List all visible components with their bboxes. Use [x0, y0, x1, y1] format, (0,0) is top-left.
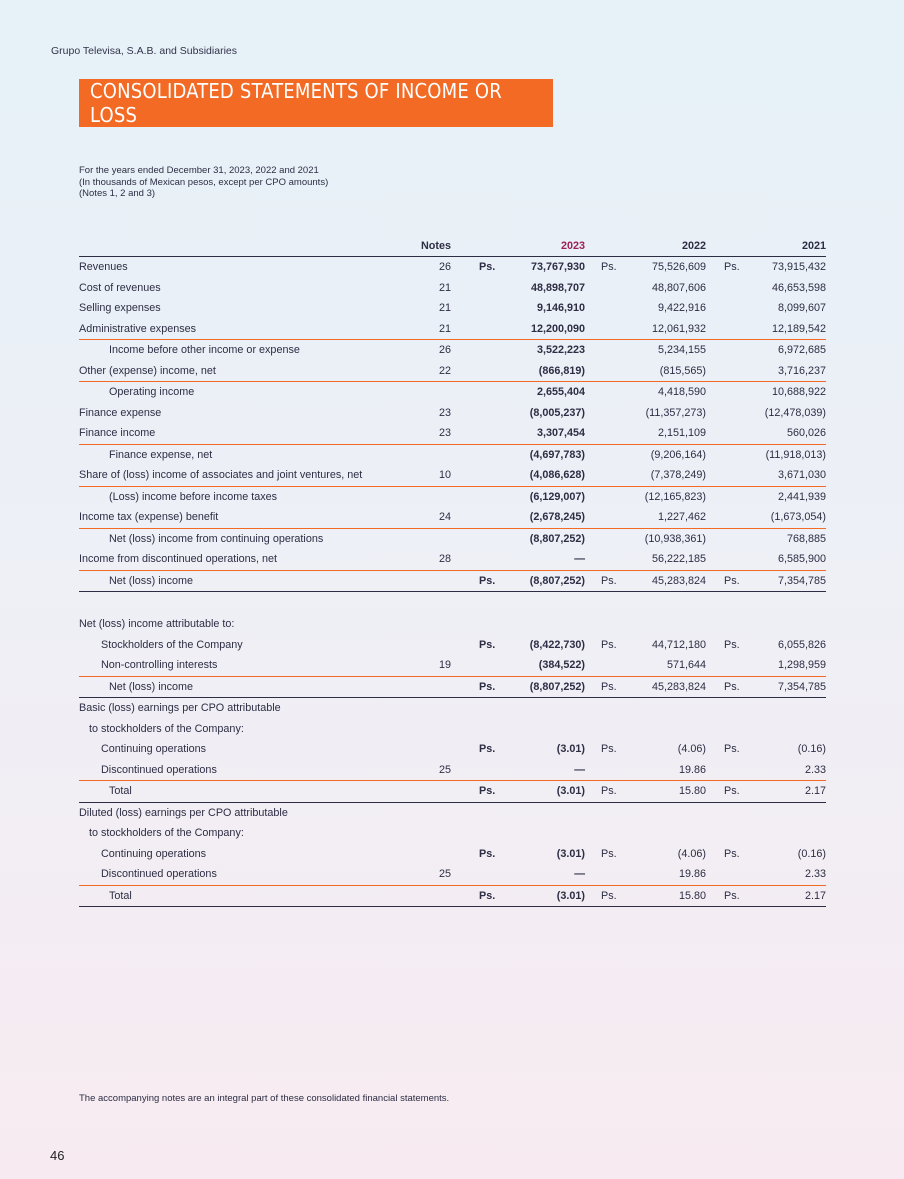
value-2021: 2,441,939: [777, 490, 826, 503]
value-2023: 73,767,930: [530, 261, 585, 273]
currency-2022: Ps.: [601, 638, 617, 651]
value-2022: 12,061,932: [651, 322, 706, 335]
row-label: Basic (loss) earnings per CPO attributable: [79, 702, 281, 714]
row-note: 10: [438, 469, 451, 481]
currency-2021: Ps.: [724, 889, 740, 902]
value-2022: 45,283,824: [651, 680, 706, 693]
income-statement-table: [79, 238, 826, 907]
currency-2023: Ps.: [479, 574, 496, 587]
value-2022: 5,234,155: [657, 344, 706, 356]
row-note: 21: [438, 302, 451, 314]
value-2022: (7,378,249): [650, 469, 706, 481]
table-row: [79, 403, 826, 424]
value-2021: 6,585,900: [777, 553, 826, 565]
value-2021: (1,673,054): [770, 511, 826, 523]
value-2021: 10,688,922: [771, 386, 826, 398]
value-2023: (8,422,730): [529, 638, 585, 651]
row-label: Net (loss) income from continuing operations: [109, 532, 324, 545]
currency-2022: Ps.: [601, 261, 617, 273]
row-label: Net (loss) income: [109, 574, 193, 587]
currency-2023: Ps.: [479, 847, 496, 860]
currency-2022: Ps.: [601, 847, 617, 860]
currency-2021: Ps.: [724, 847, 740, 860]
value-2021: 3,716,237: [777, 364, 826, 377]
page-title: CONSOLIDATED STATEMENTS OF INCOME OR LOSS: [90, 79, 502, 127]
row-label: Total: [109, 889, 132, 902]
table-row: [79, 507, 826, 529]
row-note: 19: [438, 659, 451, 671]
value-2023: (3.01): [556, 743, 585, 755]
row-note: 28: [438, 553, 451, 565]
table-row: [79, 677, 826, 699]
row-label: Net (loss) income attributable to:: [79, 618, 235, 630]
header-2022: 2022: [681, 240, 706, 252]
value-2022: 44,712,180: [651, 638, 706, 651]
value-2022: 75,526,609: [651, 261, 706, 273]
page-number: 46: [50, 1148, 65, 1163]
value-2021: 2.17: [804, 785, 826, 797]
row-note: 21: [438, 281, 451, 294]
table-row: [79, 423, 826, 445]
value-2021: (12,478,039): [764, 406, 826, 419]
value-2021: (0.16): [797, 743, 826, 755]
header-notes: Notes: [421, 240, 451, 252]
table-row: [79, 655, 826, 677]
value-2021: 7,354,785: [777, 574, 826, 587]
currency-2021: Ps.: [724, 743, 740, 755]
row-note: 23: [438, 406, 451, 419]
row-label: Discontinued operations: [101, 763, 217, 776]
table-header: [79, 238, 826, 257]
row-label: Share of (loss) income of associates and joint ventures, net: [79, 469, 363, 481]
row-label: Continuing operations: [101, 743, 207, 755]
value-2021: 2.17: [804, 889, 826, 902]
table-row: [79, 823, 826, 844]
row-label: Selling expenses: [79, 302, 161, 314]
row-note: 24: [438, 511, 451, 523]
value-2023: (2,678,245): [529, 511, 585, 523]
value-2022: (4.06): [677, 743, 706, 755]
header-2021: 2021: [801, 240, 826, 252]
row-label: Continuing operations: [101, 847, 207, 860]
row-label: (Loss) income before income taxes: [109, 490, 278, 503]
value-2023: (3.01): [556, 785, 585, 797]
row-label: Finance expense, net: [109, 448, 213, 461]
row-label: Total: [109, 785, 132, 797]
table-row: [79, 864, 826, 886]
row-note: 23: [438, 427, 451, 439]
table-row: [79, 529, 826, 550]
value-2022: (4.06): [677, 847, 706, 860]
row-label: Discontinued operations: [101, 868, 217, 880]
row-label: Finance expense: [79, 406, 162, 419]
value-2021: 8,099,607: [777, 302, 826, 314]
value-2023: 3,522,223: [536, 344, 585, 356]
value-2023: (3.01): [556, 847, 585, 860]
currency-2021: Ps.: [724, 785, 740, 797]
value-2021: 768,885: [786, 532, 826, 545]
table-row: [79, 781, 826, 803]
row-label: Income before other income or expense: [109, 344, 300, 356]
currency-2022: Ps.: [601, 889, 617, 902]
statement-intro: [79, 165, 328, 200]
value-2022: (815,565): [659, 364, 706, 377]
table-spacer: [79, 592, 826, 614]
row-note: 26: [438, 261, 451, 273]
value-2023: 2,655,404: [536, 386, 585, 398]
value-2022: (9,206,164): [650, 448, 706, 461]
row-note: 21: [438, 322, 451, 335]
value-2023: (866,819): [538, 364, 585, 377]
table-row: [79, 719, 826, 740]
value-2022: 19.86: [678, 868, 706, 880]
table-row: [79, 465, 826, 487]
header-2023: 2023: [560, 240, 585, 252]
value-2021: 1,298,959: [777, 659, 826, 671]
currency-2021: Ps.: [724, 680, 740, 693]
table-row: [79, 361, 826, 383]
intro-notes: (Notes 1, 2 and 3): [79, 188, 156, 199]
value-2022: (12,165,823): [644, 490, 706, 503]
currency-2023: Ps.: [479, 889, 496, 902]
page-title-banner: [79, 79, 553, 127]
value-2022: 45,283,824: [651, 574, 706, 587]
table-row: [79, 760, 826, 782]
currency-2021: Ps.: [724, 574, 740, 587]
value-2023: 12,200,090: [530, 322, 585, 335]
row-label: Revenues: [79, 261, 128, 273]
table-row: [79, 382, 826, 403]
table-row: [79, 886, 826, 908]
row-note: 26: [438, 344, 451, 356]
table-row: [79, 445, 826, 466]
value-2023: 48,898,707: [530, 281, 585, 294]
value-2023: (3.01): [556, 889, 585, 902]
table-row: [79, 698, 826, 719]
intro-period: For the years ended December 31, 2023, 2022 and 2021: [79, 165, 319, 176]
value-2023: (8,807,252): [529, 680, 585, 693]
table-row: [79, 298, 826, 319]
row-label: to stockholders of the Company:: [89, 722, 244, 735]
value-2022: 56,222,185: [651, 553, 706, 565]
table-row: [79, 844, 826, 865]
row-label: Diluted (loss) earnings per CPO attributable: [79, 806, 288, 819]
currency-2022: Ps.: [601, 743, 617, 755]
row-label: Stockholders of the Company: [101, 638, 243, 651]
table-row: [79, 635, 826, 656]
row-label: Non-controlling interests: [101, 659, 218, 671]
value-2023: —: [574, 553, 585, 565]
value-2022: 2,151,109: [657, 427, 706, 439]
row-label: Finance income: [79, 427, 156, 439]
table-body: [79, 257, 826, 907]
row-label: Cost of revenues: [79, 281, 161, 294]
table-row: [79, 614, 826, 635]
currency-2022: Ps.: [601, 785, 617, 797]
value-2022: 15.80: [678, 889, 706, 902]
currency-2023: Ps.: [479, 785, 496, 797]
row-note: 22: [438, 364, 451, 377]
value-2021: 560,026: [786, 427, 826, 439]
value-2022: 19.86: [678, 763, 706, 776]
row-note: 25: [438, 868, 451, 880]
company-name: Grupo Televisa, S.A.B. and Subsidiaries: [51, 45, 237, 57]
value-2021: 6,055,826: [777, 638, 826, 651]
currency-2023: Ps.: [479, 638, 496, 651]
table-row: [79, 278, 826, 299]
value-2022: 9,422,916: [657, 302, 706, 314]
value-2021: 12,189,542: [771, 322, 826, 335]
value-2023: 3,307,454: [536, 427, 585, 439]
footnote: The accompanying notes are an integral part of these consolidated financial statements.: [79, 1093, 450, 1104]
value-2021: 73,915,432: [771, 261, 826, 273]
row-label: Operating income: [109, 386, 195, 398]
value-2022: 1,227,462: [657, 511, 706, 523]
table-row: [79, 340, 826, 361]
currency-2022: Ps.: [601, 574, 617, 587]
table-row: [79, 549, 826, 571]
value-2022: (11,357,273): [645, 406, 706, 419]
value-2023: (8,005,237): [529, 406, 585, 419]
value-2023: —: [574, 868, 585, 880]
value-2021: (11,918,013): [765, 448, 826, 461]
currency-2021: Ps.: [724, 638, 740, 651]
value-2021: 6,972,685: [777, 344, 826, 356]
value-2023: —: [574, 763, 585, 776]
row-label: Income tax (expense) benefit: [79, 511, 219, 523]
intro-units: (In thousands of Mexican pesos, except per CPO amounts): [79, 176, 329, 188]
table-row: [79, 739, 826, 760]
row-label: Administrative expenses: [79, 322, 197, 335]
value-2022: 48,807,606: [651, 281, 706, 294]
table-row: [79, 487, 826, 508]
currency-2023: Ps.: [479, 680, 496, 693]
value-2023: (8,807,252): [529, 574, 585, 587]
value-2023: (4,086,628): [529, 469, 585, 481]
value-2021: 2.33: [804, 868, 826, 880]
value-2023: (8,807,252): [529, 532, 585, 545]
table-row: [79, 571, 826, 593]
row-label: Net (loss) income: [109, 680, 193, 693]
value-2021: 2.33: [804, 763, 826, 776]
value-2023: (384,522): [538, 659, 585, 671]
currency-2021: Ps.: [724, 261, 740, 273]
currency-2023: Ps.: [479, 261, 496, 273]
value-2021: (0.16): [797, 847, 826, 860]
row-note: 25: [438, 763, 451, 776]
value-2022: 4,418,590: [657, 386, 706, 398]
table-row: [79, 257, 826, 278]
value-2021: 46,653,598: [771, 281, 826, 294]
value-2023: (4,697,783): [529, 448, 585, 461]
value-2021: 7,354,785: [777, 680, 826, 693]
row-label: to stockholders of the Company:: [89, 827, 244, 839]
table-row: [79, 803, 826, 824]
currency-2023: Ps.: [479, 743, 496, 755]
value-2022: 15.80: [678, 785, 706, 797]
value-2023: (6,129,007): [529, 490, 585, 503]
value-2022: 571,644: [666, 659, 706, 671]
currency-2022: Ps.: [601, 680, 617, 693]
row-label: Income from discontinued operations, net: [79, 553, 278, 565]
value-2022: (10,938,361): [644, 532, 706, 545]
table-row: [79, 319, 826, 341]
value-2021: 3,671,030: [777, 469, 826, 481]
value-2023: 9,146,910: [536, 302, 585, 314]
row-label: Other (expense) income, net: [79, 364, 216, 377]
